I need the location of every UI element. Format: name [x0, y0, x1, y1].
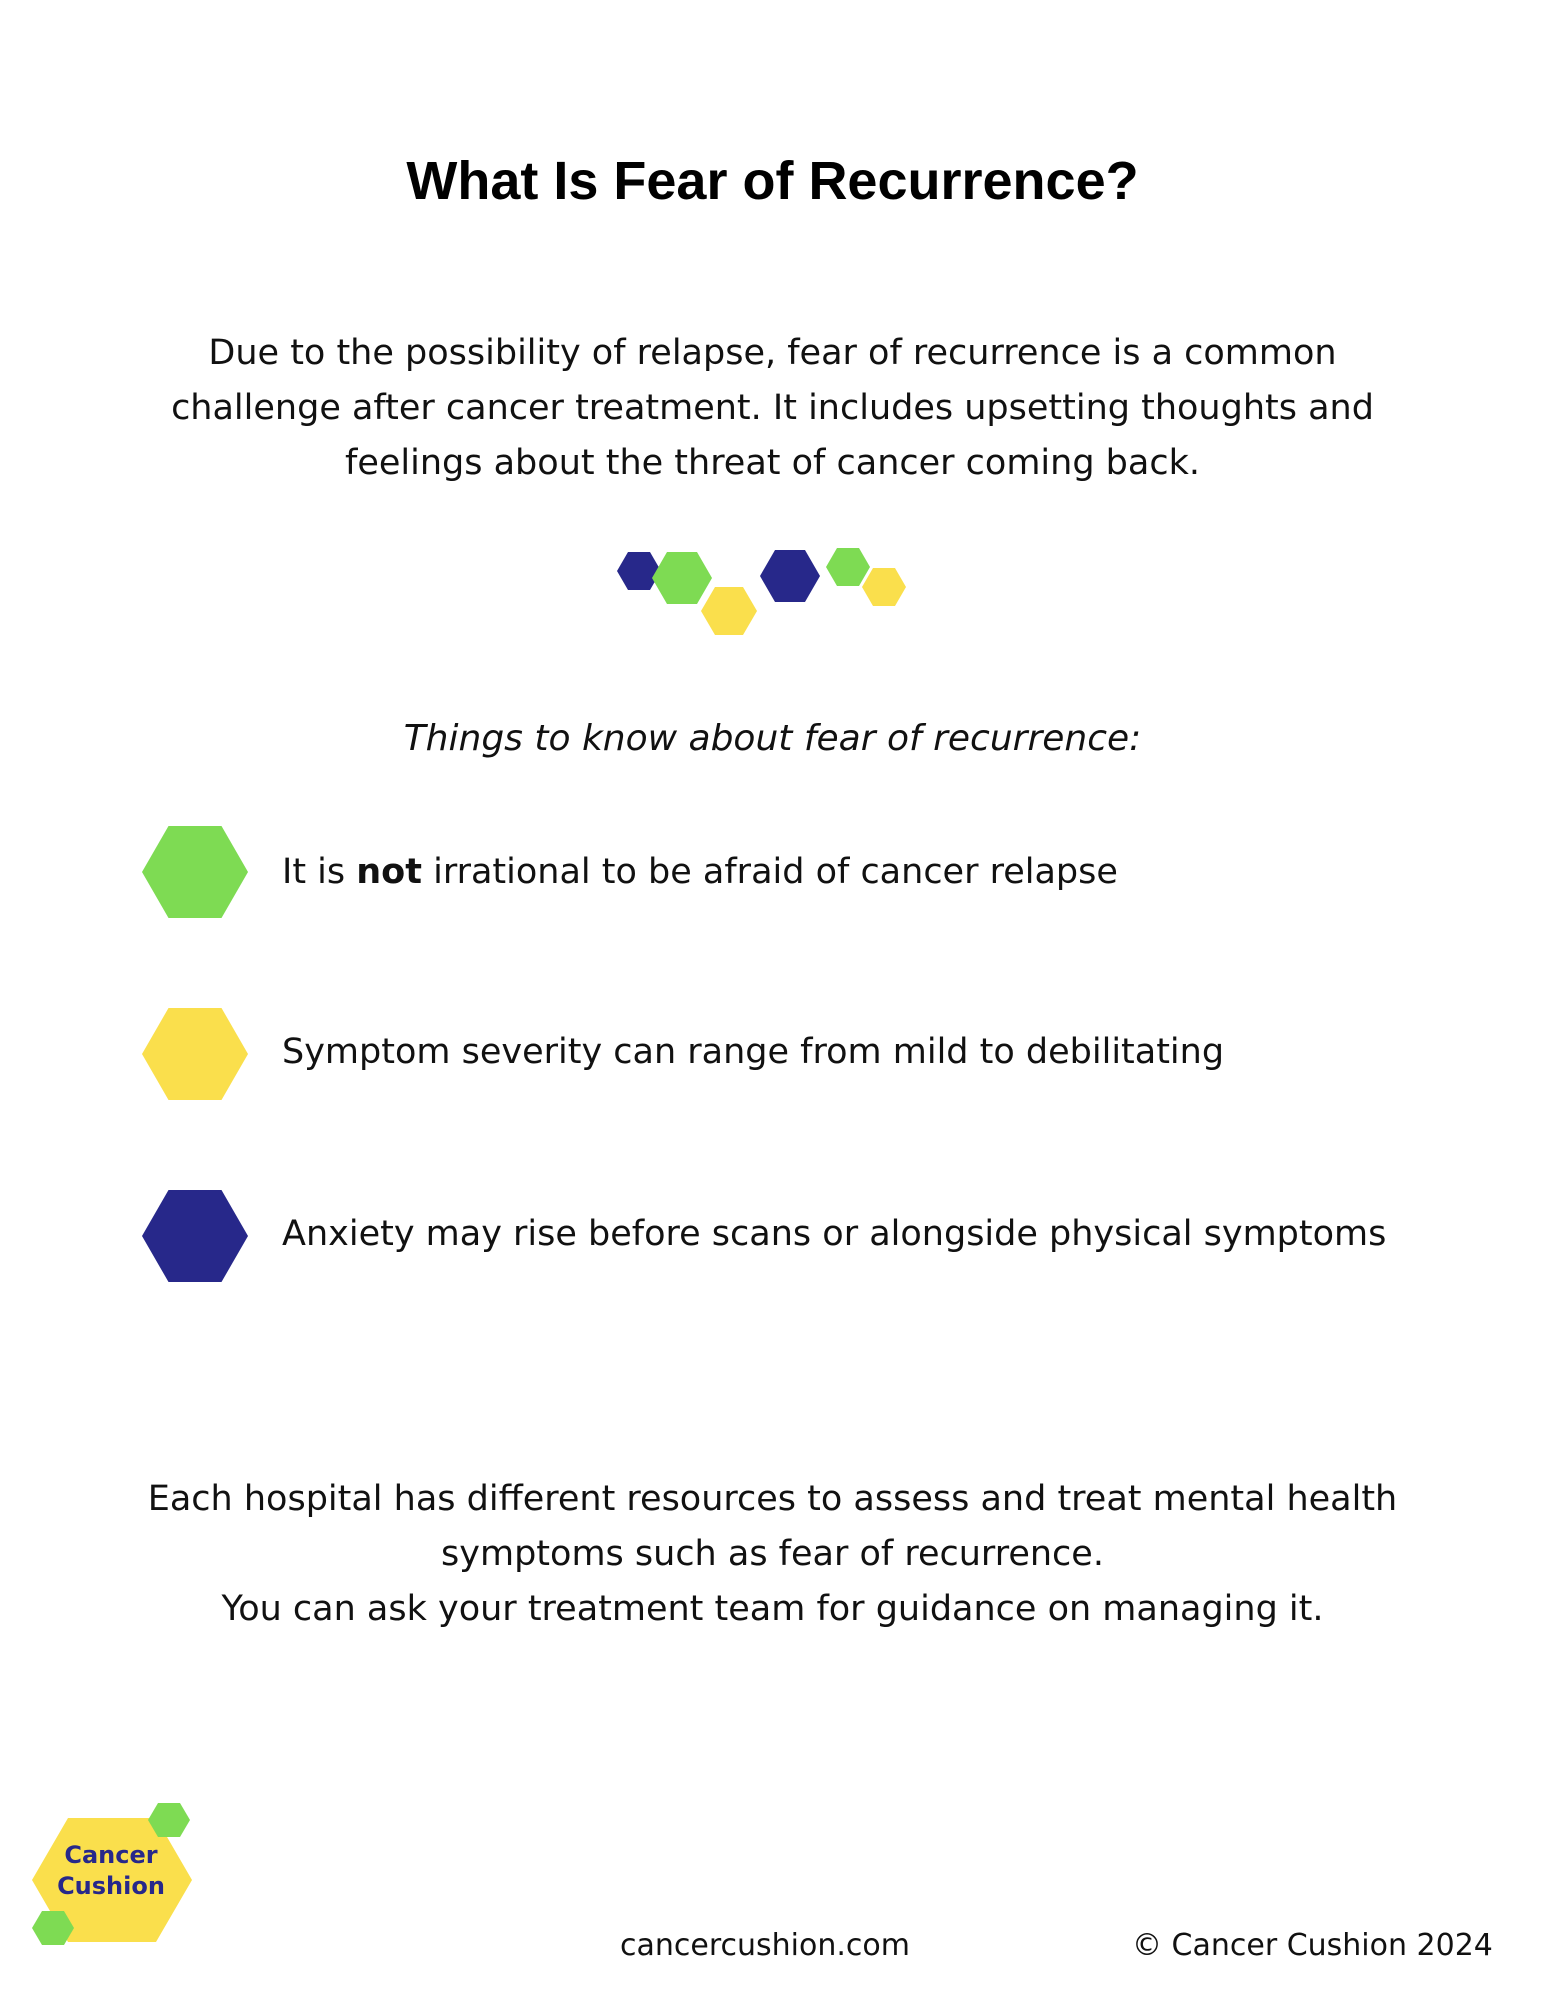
closing-line: symptoms such as fear of recurrence. — [441, 1534, 1104, 1574]
copyright-notice: © Cancer Cushion 2024 — [1132, 1928, 1493, 1963]
hexagon-cluster-icon — [610, 540, 930, 660]
bullet-item-1 — [282, 852, 1118, 892]
bullet-item-2: Symptom severity can range from mild to debilitating — [282, 1032, 1225, 1072]
intro-paragraph — [150, 326, 1395, 491]
logo-line: Cancer — [64, 1841, 158, 1869]
bullet-text-emphasis: not — [356, 852, 422, 892]
closing-paragraph — [100, 1472, 1445, 1637]
intro-line: feelings about the threat of cancer coming back. — [345, 443, 1200, 483]
logo-text — [36, 1840, 186, 1902]
bullet-text-suffix: irrational to be afraid of cancer relapse — [421, 852, 1118, 892]
bullet-text-prefix: It is — [282, 852, 357, 892]
intro-line: Due to the possibility of relapse, fear of recurrence is a common — [208, 333, 1337, 373]
logo-line: Cushion — [57, 1872, 165, 1900]
closing-line: Each hospital has different resources to assess and treat mental health — [147, 1479, 1398, 1519]
section-subtitle: Things to know about fear of recurrence: — [403, 718, 1142, 759]
website-link[interactable]: cancercushion.com — [620, 1928, 910, 1963]
bullet-item-3: Anxiety may rise before scans or alongside physical symptoms — [282, 1214, 1387, 1254]
intro-line: challenge after cancer treatment. It includes upsetting thoughts and — [171, 388, 1374, 428]
closing-line: You can ask your treatment team for guidance on managing it. — [221, 1589, 1324, 1629]
green-hexagon-icon — [142, 826, 248, 918]
navy-hexagon-icon — [142, 1190, 248, 1282]
yellow-hexagon-icon — [142, 1008, 248, 1100]
page-title: What Is Fear of Recurrence? — [406, 151, 1139, 211]
